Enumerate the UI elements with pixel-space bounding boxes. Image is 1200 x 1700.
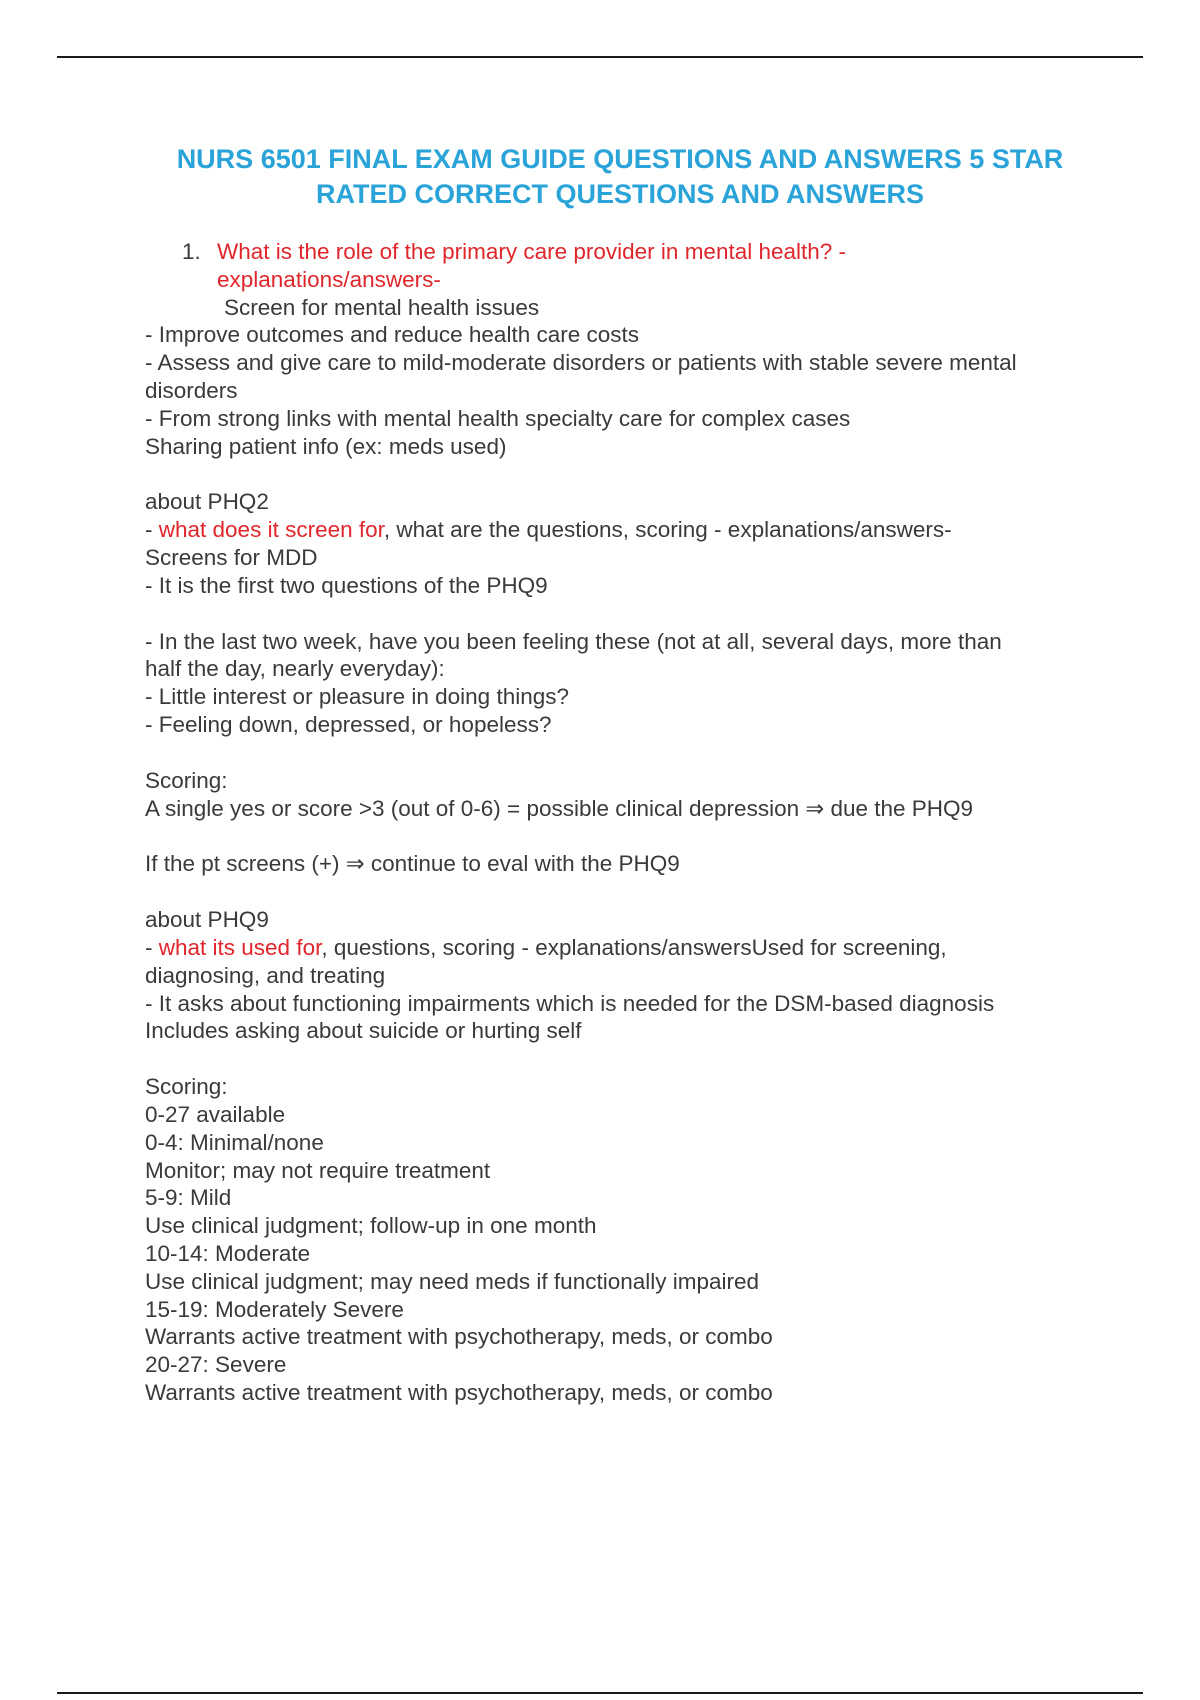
answer-line: diagnosing, and treating <box>145 962 386 988</box>
answer-line: - It asks about functioning impairments which is needed for the DSM-based diagnosis <box>145 990 995 1016</box>
scoring-line: 20-27: Severe <box>145 1352 287 1378</box>
phq2-scoring-label: Scoring: <box>145 767 228 793</box>
header-rule <box>57 56 1143 58</box>
scoring-line: Use clinical judgment; may need meds if functionally impaired <box>145 1268 760 1294</box>
phq9-question-line <box>145 934 1105 962</box>
title-line-1: NURS 6501 FINAL EXAM GUIDE QUESTIONS AND ANSWERS 5 STAR <box>176 144 1064 174</box>
footer-rule <box>57 1692 1143 1694</box>
answer-line: - Assess and give care to mild-moderate disorders or patients with stable severe mental <box>145 350 1017 376</box>
phq2-question-red: what does it screen for <box>158 517 384 543</box>
answer-line: - Little interest or pleasure in doing things? <box>145 684 569 710</box>
scoring-line: Monitor; may not require treatment <box>145 1157 491 1183</box>
scoring-line: 5-9: Mild <box>145 1185 232 1211</box>
question-prefix: - <box>145 934 159 960</box>
scoring-line: Use clinical judgment; follow-up in one month <box>145 1213 597 1239</box>
spacer <box>145 460 1105 488</box>
spacer <box>145 878 1105 906</box>
answer-line: Screen for mental health issues <box>224 294 540 320</box>
scoring-line: 15-19: Moderately Severe <box>145 1296 404 1322</box>
phq2-question-rest: , what are the questions, scoring - explanations/answers- <box>383 517 952 543</box>
answer-line: Sharing patient info (ex: meds used) <box>145 433 507 459</box>
question-number: 1. <box>182 239 201 264</box>
scoring-line: 10-14: Moderate <box>145 1240 311 1266</box>
document-title <box>130 142 1110 212</box>
scoring-line: 0-27 available <box>145 1101 286 1127</box>
phq9-question-rest: , questions, scoring - explanations/answersUsed for screening, <box>321 934 947 960</box>
question-1 <box>145 238 1105 321</box>
spacer <box>145 600 1105 628</box>
question-prefix: - <box>145 517 159 543</box>
spacer <box>145 1045 1105 1073</box>
phq2-continue-line: If the pt screens (+) ⇒ continue to eval with the PHQ9 <box>145 851 680 877</box>
question-1-text-line-2: explanations/answers- <box>217 266 441 292</box>
answer-line: - It is the first two questions of the PHQ9 <box>145 572 548 598</box>
title-line-2: RATED CORRECT QUESTIONS AND ANSWERS <box>315 179 924 209</box>
phq9-question-red: what its used for <box>158 934 322 960</box>
phq9-heading: about PHQ9 <box>145 907 269 933</box>
answer-line: - From strong links with mental health specialty care for complex cases <box>145 405 851 431</box>
spacer <box>145 739 1105 767</box>
answer-line: Includes asking about suicide or hurting self <box>145 1018 582 1044</box>
phq2-scoring-line: A single yes or score >3 (out of 0-6) = possible clinical depression ⇒ due the PHQ9 <box>145 795 974 821</box>
scoring-line: 0-4: Minimal/none <box>145 1129 324 1155</box>
answer-line: - Improve outcomes and reduce health care costs <box>145 322 640 348</box>
answer-line: - In the last two week, have you been feeling these (not at all, several days, more than <box>145 628 1002 654</box>
document-body <box>145 238 1105 1407</box>
phq2-question-line <box>145 516 1105 544</box>
phq9-scoring-label: Scoring: <box>145 1074 228 1100</box>
answer-line: Screens for MDD <box>145 544 318 570</box>
answer-line: - Feeling down, depressed, or hopeless? <box>145 711 552 737</box>
answer-line: disorders <box>145 377 238 403</box>
spacer <box>145 822 1105 850</box>
answer-line: half the day, nearly everyday): <box>145 656 445 682</box>
scoring-line: Warrants active treatment with psychotherapy, meds, or combo <box>145 1324 773 1350</box>
phq2-heading: about PHQ2 <box>145 489 269 515</box>
question-1-text-line-1: What is the role of the primary care provider in mental health? - <box>217 239 847 264</box>
scoring-line: Warrants active treatment with psychotherapy, meds, or combo <box>145 1379 773 1405</box>
